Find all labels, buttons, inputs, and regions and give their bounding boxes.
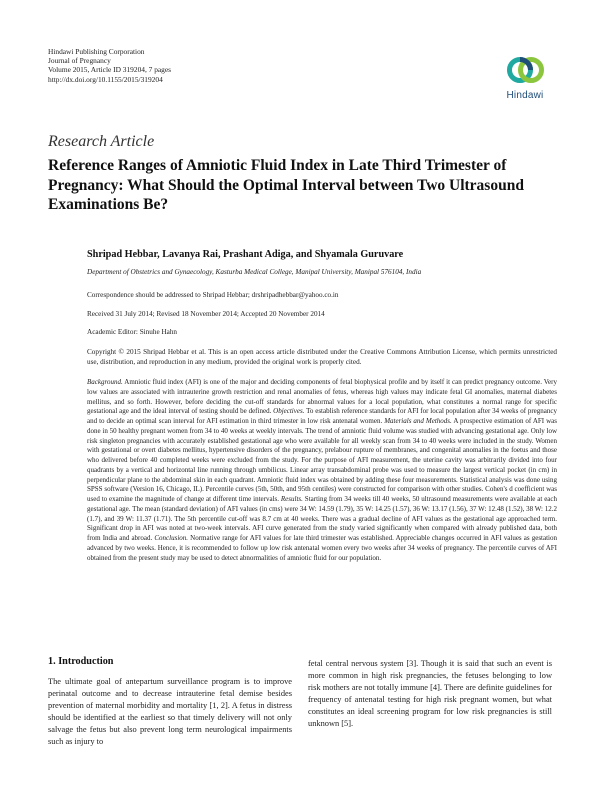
abstract-objectives: To establish reference standards for AFI for local population after 34 weeks of pregnancy and to decide an optimal scan interval for AFI estimation in third trimester in low risk antenatal women. bbox=[87, 407, 557, 425]
section-heading-introduction: 1. Introduction bbox=[48, 656, 114, 667]
submission-dates: Received 31 July 2014; Revised 18 November 2014; Accepted 20 November 2014 bbox=[87, 310, 325, 318]
abstract-background: Amniotic fluid index (AFI) is one of the major and deciding components of fetal biophysical profile and by itself it can predict pregnancy outcome. Very low values are associated with intrauterine growth restriction and renal anomalies of fetus, whereas high values may indicate fetal GI anomalies, maternal diabetes mellitus, and so forth. However, before deciding the cut-off standards for abnormal values for a local population, what constitutes a normal range for specific gestational age and the ideal interval of testing should be defined. bbox=[87, 378, 557, 416]
abstract-methods: A prospective estimation of AFI was done in 50 healthy pregnant women from 34 to 40 weeks at weekly intervals. The trend of amniotic fluid volume was studied with advancing gestational age. Only low risk singleton pregnancies with accurately established gestational age who were available for all weekly scan from 34 to 40 weeks were included in the study. Women with gestational or overt diabetes mellitus, hypertensive disorders of the pregnancy, prelabour rupture of membranes, and congenital anomalies in the foetus and those who delivered before 40 completed weeks were excluded from the study. For the purpose of AFI measurement, the uterine cavity was arbitrarily divided into four quadrants by a vertical and horizontal line running through umbilicus. Linear array transabdominal probe was used to measure the largest vertical pocket (in cm) in perpendicular plane to the abdominal skin in each quadrant. Amniotic fluid index was obtained by adding these four measurements. Statistical analysis was done using SPSS software (Version 16, Chicago, IL). Percentile curves (5th, 50th, and 95th centiles) were constructed for comparison with other studies. Cohen's d coefficient was used to examine the magnitude of change at different time intervals. bbox=[87, 417, 558, 503]
publisher-name: Hindawi Publishing Corporation bbox=[48, 47, 145, 56]
journal-info bbox=[48, 47, 308, 84]
abstract-background-label: Background. bbox=[87, 378, 123, 386]
abstract-objectives-label: Objectives. bbox=[273, 407, 305, 416]
hindawi-rings-icon bbox=[495, 50, 555, 90]
correspondence: Correspondence should be addressed to Shripad Hebbar; drshripadhebbar@yahoo.co.in bbox=[87, 291, 339, 299]
copyright-notice: Copyright © 2015 Shripad Hebbar et al. This is an open access article distributed under the Creative Commons Attribution License, which permits unrestricted use, distribution, and reproduction in any medium, provided the original work is properly cited. bbox=[87, 348, 557, 366]
introduction-right-column: fetal central nervous system [3]. Though it is said that such an event is more common in high risk pregnancies, the fetuses belonging to low risk mothers are not totally immune [4]. There are definite guidelines for frequency of antenatal testing for high risk pregnant women, but what constitutes an ideal screening program for low risk pregnancies is still unknown [5]. bbox=[308, 659, 552, 729]
logo-wordmark: Hindawi bbox=[506, 90, 544, 101]
article-title: Reference Ranges of Amniotic Fluid Index in Late Third Trimester of Pregnancy: What Should the Optimal Interval between Two Ultrasound Examinations Be? bbox=[48, 157, 524, 213]
introduction-left-column: The ultimate goal of antepartum surveillance program is to improve perinatal outcome and to decrease intrauterine fetal demise besides prevention of maternal morbidity and mortality [1, 2]. A fetus in distress should be identified at the earliest so that timely delivery will not only salvage the fetus but also prevent long term neurological impairments such as injury to bbox=[48, 677, 292, 747]
abstract-results-label: Results. bbox=[280, 495, 303, 503]
abstract-conclusion-label: Conclusion. bbox=[154, 534, 189, 542]
article-type: Research Article bbox=[48, 133, 155, 150]
volume-line: Volume 2015, Article ID 319204, 7 pages bbox=[48, 65, 172, 75]
doi-link[interactable]: http://dx.doi.org/10.1155/2015/319204 bbox=[48, 74, 163, 84]
abstract-results: Starting from 34 weeks till 40 weeks, 50 ultrasound measurements were available at each gestational age. The mean (standard deviation) of AFI values (in cms) were 34 W: 14.59 (1.79), 35 W: 14.25 (1.57), 36 W: 13.17 (1.56), 37 W: 12.48 (1.52), 38 W: 12.2 (1.7), and 39 W: 11.37 (1.71). The 5th percentile cut-off was 8.7 cm at 40 weeks. There was a gradual decline of AFI values as the gestational age approached term. Significant drop in AFI was noted at two-week intervals. AFI curve generated from the study varied significantly when compared with already published data, both from India and abroad. bbox=[87, 495, 558, 542]
abstract-conclusion: Normative range for AFI values for late third trimester was established. Appreciable changes occurred in AFI values as gestation advanced by two weeks. Hence, it is recommended to follow up low risk antenatal women every two weeks after 34 weeks of pregnancy. The percentile curves of AFI obtained from the present study may be used to detect abnormalities of amniotic fluid for our population. bbox=[87, 534, 558, 562]
hindawi-logo bbox=[495, 50, 555, 106]
author-list: Shripad Hebbar, Lavanya Rai, Prashant Adiga, and Shyamala Guruvare bbox=[87, 249, 404, 260]
abstract-methods-label: Materials and Methods. bbox=[384, 417, 452, 425]
journal-name: Journal of Pregnancy bbox=[48, 56, 111, 66]
academic-editor: Academic Editor: Sinuhe Hahn bbox=[87, 328, 178, 336]
abstract bbox=[87, 378, 557, 563]
affiliation: Department of Obstetrics and Gynaecology, Kasturba Medical College, Manipal University, Manipal 576104, India bbox=[87, 268, 422, 276]
